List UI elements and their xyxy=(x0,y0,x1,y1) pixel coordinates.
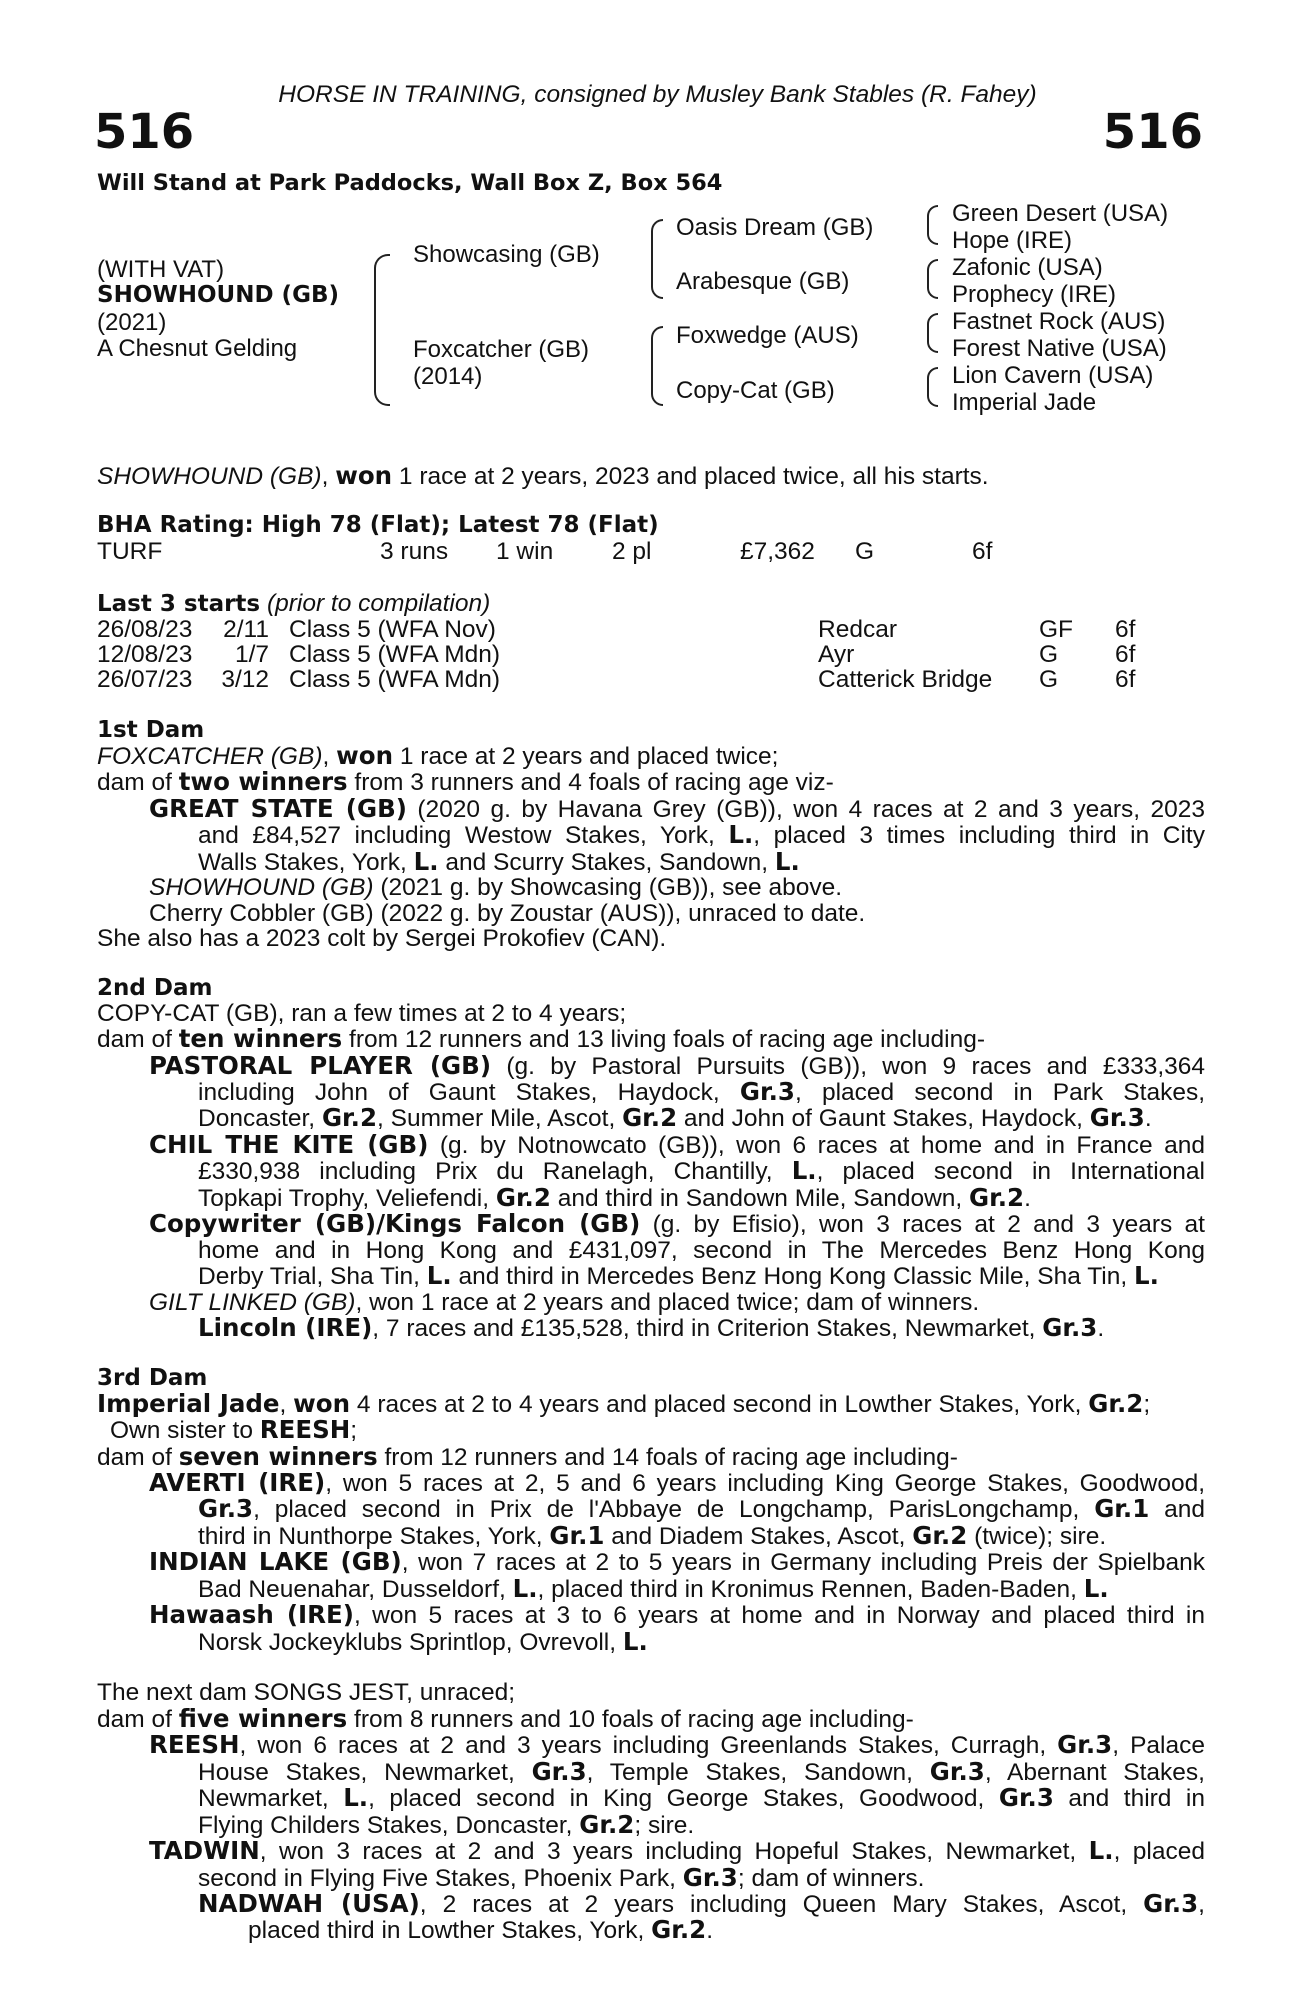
start-distance: 6f xyxy=(1115,641,1136,668)
text: , placed second in Prix de l'Abbaye de Longchamp, ParisLongchamp, xyxy=(253,1496,1095,1524)
progeny-name: REESH xyxy=(149,1730,240,1760)
progeny-name: INDIAN LAKE (GB) xyxy=(149,1547,402,1577)
distance: 6f xyxy=(972,538,993,565)
progeny-line xyxy=(97,1626,1205,1656)
text: , placed 3 times including third in City xyxy=(753,822,1205,850)
text: Walls Stakes, York, xyxy=(198,848,414,876)
text: , Summer Mile, Ascot, xyxy=(377,1105,623,1133)
race-grade: Gr.3 xyxy=(739,1076,795,1106)
race-grade: L. xyxy=(512,1573,538,1603)
progeny-line xyxy=(97,822,1205,848)
text: Derby Trial, Sha Tin, xyxy=(198,1263,427,1291)
pedigree-brace-ds xyxy=(927,313,938,353)
text: , placed second in International xyxy=(816,1158,1205,1186)
surface: TURF xyxy=(97,538,163,565)
text: and third in xyxy=(1053,1785,1205,1813)
last-starts-title: Last 3 starts xyxy=(97,591,261,617)
foaling-year: (2021) xyxy=(97,309,167,336)
text: , won 5 races at 3 to 6 years at home and in Norway and placed third in xyxy=(353,1602,1206,1630)
start-course: Ayr xyxy=(818,641,855,668)
text: ; dam of winners. xyxy=(737,1864,925,1892)
horse-name: SHOWHOUND (GB) xyxy=(97,282,339,308)
race-grade: Gr.3 xyxy=(1089,1103,1145,1133)
text: placed third in Lowther Stakes, York, xyxy=(248,1917,652,1945)
text: Topkapi Trophy, Veliefendi, xyxy=(198,1184,496,1212)
race-grade: Gr.1 xyxy=(549,1520,605,1550)
start-going: G xyxy=(1039,666,1059,693)
race-grade: Gr.2 xyxy=(651,1915,707,1945)
race-summary: SHOWHOUND (GB), won 1 race at 2 years, 2023 and placed twice, all his starts. xyxy=(97,461,989,490)
text: ; xyxy=(1143,1390,1151,1418)
race-grade: Gr.3 xyxy=(1143,1889,1199,1918)
dam-dam: Copy-Cat (GB) xyxy=(676,377,835,404)
text: ; sire. xyxy=(634,1811,695,1839)
text: Doncaster, xyxy=(198,1105,322,1133)
race-grade: L. xyxy=(791,1156,817,1186)
first-dam-section xyxy=(97,719,1205,952)
progeny-line xyxy=(97,1263,1205,1289)
second-dam-section xyxy=(97,974,1206,1343)
summary-won: won xyxy=(335,461,393,490)
start-going: GF xyxy=(1039,616,1074,643)
dam-of-line xyxy=(97,1703,1205,1733)
text: , won 3 races at 2 and 3 years including Hopeful Stakes, Newmarket, xyxy=(259,1838,1089,1866)
text: , Palace xyxy=(1112,1732,1205,1760)
dam-name: FOXCATCHER (GB) xyxy=(97,742,323,770)
race-grade: Gr.2 xyxy=(321,1103,377,1133)
text: (twice); sire. xyxy=(967,1522,1107,1550)
start-date: 26/07/23 xyxy=(97,666,193,693)
text: . xyxy=(1024,1184,1031,1212)
won-label: won xyxy=(293,1388,351,1418)
text: , placed xyxy=(1113,1838,1205,1866)
text: (2020 g. by Havana Grey (GB)), won 4 races at 2 and 3 years, 2023 xyxy=(406,795,1205,823)
progeny-line xyxy=(97,846,1205,876)
text: and £84,527 including Westow Stakes, York, xyxy=(198,822,729,850)
sire-sire-sire: Green Desert (USA) xyxy=(952,200,1169,227)
race-grade: L. xyxy=(426,1261,452,1291)
progeny-line xyxy=(97,1076,1205,1106)
dam-sire: Foxwedge (AUS) xyxy=(676,322,859,349)
text: from 3 runners and 4 foals of racing age viz- xyxy=(347,769,834,797)
text: and Diadem Stakes, Ascot, xyxy=(604,1522,913,1550)
progeny-line xyxy=(97,1467,1205,1497)
progeny-line xyxy=(97,1862,1205,1892)
race-grade: Gr.1 xyxy=(1094,1494,1150,1524)
dam-sire-sire: Fastnet Rock (AUS) xyxy=(952,308,1166,335)
text: Newmarket, xyxy=(198,1785,344,1813)
text: Norsk Jockeyklubs Sprintlop, Ovrevoll, xyxy=(198,1628,623,1656)
produce-record xyxy=(97,719,1205,1944)
start-class: Class 5 (WFA Mdn) xyxy=(289,641,501,668)
text: third in Nunthorpe Stakes, York, xyxy=(198,1522,550,1550)
progeny-line xyxy=(97,1158,1205,1184)
text: , won 6 races at 2 and 3 years including Greenlands Stakes, Curragh, xyxy=(239,1732,1058,1760)
race-grade: Gr.3 xyxy=(998,1783,1054,1813)
text: , 7 races and £135,528, third in Criterion Stakes, Newmarket, xyxy=(372,1315,1043,1343)
winners-count: ten winners xyxy=(178,1024,343,1054)
dam-year: (2014) xyxy=(413,363,483,390)
progeny-line: Cherry Cobbler (GB) (2022 g. by Zoustar (AUS)), unraced to date. xyxy=(149,899,866,927)
race-grade: L. xyxy=(774,846,800,876)
bha-rating: BHA Rating: High 78 (Flat); Latest 78 (Flat) xyxy=(97,512,659,538)
race-grade: L. xyxy=(622,1626,648,1656)
text: (g. by Pastoral Pursuits (GB)), won 9 races and £333,364 xyxy=(491,1052,1206,1080)
dam-dam-dam: Imperial Jade xyxy=(952,389,1097,416)
sire-dam: Arabesque (GB) xyxy=(676,268,850,295)
going: G xyxy=(855,538,875,565)
progeny-line xyxy=(97,1105,1205,1131)
progeny-line xyxy=(97,1602,1205,1628)
text: , won 7 races at 2 to 5 years in Germany including Preis der Spielbank xyxy=(401,1549,1205,1577)
text: , won 1 race at 2 years and placed twice; dam of winners. xyxy=(355,1288,980,1316)
race-grade: Gr.2 xyxy=(912,1520,968,1550)
dam-line xyxy=(97,1388,1205,1418)
text: . xyxy=(1144,1105,1152,1133)
text: second in Flying Five Stakes, Phoenix Park, xyxy=(198,1864,683,1892)
text: dam of xyxy=(97,769,179,797)
sire-sire: Oasis Dream (GB) xyxy=(676,214,874,241)
last-starts-note: (prior to compilation) xyxy=(266,590,491,617)
race-grade: Gr.3 xyxy=(929,1756,985,1786)
catalogue-subtitle: HORSE IN TRAINING, consigned by Musley Bank Stables (R. Fahey) xyxy=(278,81,1037,108)
progeny-line xyxy=(97,1050,1206,1080)
dam-line: The next dam SONGS JEST, unraced; xyxy=(97,1679,516,1707)
text: . xyxy=(706,1917,714,1945)
pedigree-brace-main xyxy=(374,254,390,406)
race-grade: Gr.2 xyxy=(1088,1388,1144,1418)
progeny-name: SHOWHOUND (GB) xyxy=(149,874,374,902)
grand-progeny-line xyxy=(97,1315,1205,1341)
text: (g. by Notnowcato (GB)), won 6 races at home and in France and xyxy=(428,1131,1205,1159)
summary-text: 1 race at 2 years, 2023 and placed twice, all his starts. xyxy=(392,463,989,490)
text: , 2 races at 2 years including Queen Mary Stakes, Ascot, xyxy=(419,1891,1144,1918)
text: , xyxy=(279,1390,294,1418)
stand-location: Will Stand at Park Paddocks, Wall Box Z, Box 564 xyxy=(97,170,723,196)
dam: Foxcatcher (GB) xyxy=(413,336,590,363)
progeny-line xyxy=(97,875,1205,900)
section-heading: 2nd Dam xyxy=(97,974,213,1001)
text: , won 5 races at 2, 5 and 6 years including King George Stakes, Goodwood, xyxy=(325,1469,1205,1497)
text: dam of xyxy=(97,1443,179,1471)
progeny-line xyxy=(97,1182,1205,1212)
progeny-line xyxy=(97,1756,1205,1786)
progeny-line xyxy=(97,1129,1205,1159)
text: from 8 runners and 10 foals of racing age including- xyxy=(347,1705,914,1733)
progeny-name: GREAT STATE (GB) xyxy=(149,793,407,823)
third-dam-section xyxy=(97,1364,1206,1656)
progeny-line xyxy=(97,793,1205,823)
text: and Scurry Stakes, Sandown, xyxy=(438,848,775,876)
pedigree-brace-sd xyxy=(927,259,938,299)
dam-of-line xyxy=(97,769,1205,795)
progeny-line xyxy=(97,1549,1205,1575)
dam-of-line xyxy=(97,1026,1205,1052)
grand-progeny-line xyxy=(97,1917,1205,1943)
lot-number-right: 516 xyxy=(1102,104,1203,160)
progeny-line xyxy=(97,1785,1205,1811)
progeny-line xyxy=(97,1809,1205,1839)
text: , Temple Stakes, Sandown, xyxy=(586,1758,930,1786)
start-course: Catterick Bridge xyxy=(818,666,993,693)
winners-count: seven winners xyxy=(178,1441,378,1471)
pedigree-brace-ss xyxy=(927,205,938,245)
text: and third in Sandown Mile, Sandown, xyxy=(550,1184,970,1212)
sire: Showcasing (GB) xyxy=(413,241,600,268)
start-going: G xyxy=(1039,641,1059,668)
progeny-name: AVERTI (IRE) xyxy=(149,1467,326,1497)
start-date: 12/08/23 xyxy=(97,641,193,668)
race-grade: L. xyxy=(1133,1261,1159,1291)
progeny-name: Copywriter (GB)/Kings Falcon (GB) xyxy=(149,1209,641,1239)
race-grade: Gr.3 xyxy=(1042,1313,1098,1343)
grand-progeny-line xyxy=(97,1891,1205,1917)
horse-description: A Chesnut Gelding xyxy=(97,335,298,362)
dam-line: FOXCATCHER (GB), won 1 race at 2 years and placed twice; xyxy=(97,740,779,770)
race-grade: Gr.3 xyxy=(682,1862,738,1892)
start-position: 1/7 xyxy=(234,641,269,668)
dam-record: 1 race at 2 years and placed twice; xyxy=(393,742,779,770)
winners-count: two winners xyxy=(178,767,348,797)
start-distance: 6f xyxy=(1115,666,1136,693)
progeny-name: CHIL THE KITE (GB) xyxy=(149,1129,429,1159)
prize-money: £7,362 xyxy=(740,538,815,565)
last-starts-heading xyxy=(97,591,490,617)
placings: 2 pl xyxy=(612,538,652,565)
won-label: won xyxy=(336,740,394,770)
text: including John of Gaunt Stakes, Haydock, xyxy=(198,1078,740,1106)
text: (g. by Efisio), won 3 races at 2 and 3 years at xyxy=(640,1211,1205,1239)
summary-horse-name: SHOWHOUND (GB) xyxy=(97,463,322,490)
text: (2021 g. by Showcasing (GB)), see above. xyxy=(373,874,843,902)
fourth-dam-section xyxy=(97,1680,1205,1944)
text: House Stakes, Newmarket, xyxy=(198,1758,532,1786)
race-grade: Gr.2 xyxy=(579,1809,635,1839)
sire-dam-dam: Prophecy (IRE) xyxy=(952,281,1117,308)
text: dam of xyxy=(97,1026,179,1054)
start-date: 26/08/23 xyxy=(97,616,193,643)
text: Bad Neuenahar, Dusseldorf, xyxy=(198,1575,513,1603)
pedigree-brace-dd xyxy=(927,367,938,407)
progeny-name: Lincoln (IRE) xyxy=(198,1313,373,1343)
text: , placed third in Kronimus Rennen, Baden-Baden, xyxy=(537,1575,1084,1603)
text: , placed second in King George Stakes, Goodwood, xyxy=(368,1785,999,1813)
pedigree-brace-dam xyxy=(651,326,663,406)
text: and John of Gaunt Stakes, Haydock, xyxy=(677,1105,1090,1133)
text: 4 races at 2 to 4 years and placed second in Lowther Stakes, York, xyxy=(350,1390,1089,1418)
race-grade: L. xyxy=(1083,1573,1109,1603)
text: Own sister to xyxy=(110,1417,260,1445)
wins: 1 win xyxy=(496,538,554,565)
progeny-name: TADWIN xyxy=(149,1836,260,1866)
text: and xyxy=(1149,1496,1205,1524)
progeny-line xyxy=(97,1211,1205,1237)
race-grade: Gr.2 xyxy=(622,1103,678,1133)
race-grade: L. xyxy=(1088,1836,1114,1866)
race-grade: Gr.3 xyxy=(1057,1730,1113,1760)
progeny-line xyxy=(97,1732,1205,1758)
progeny-line xyxy=(97,1838,1205,1864)
sister-line xyxy=(97,1417,1205,1443)
progeny-line xyxy=(97,1520,1205,1550)
text: and third in Mercedes Benz Hong Kong Classic Mile, Sha Tin, xyxy=(451,1263,1134,1291)
text: Flying Childers Stakes, Doncaster, xyxy=(198,1811,580,1839)
start-course: Redcar xyxy=(818,616,897,643)
section-heading: 1st Dam xyxy=(97,717,205,743)
lot-number-left: 516 xyxy=(94,104,195,160)
race-grade: Gr.2 xyxy=(495,1182,551,1212)
dam-line: COPY-CAT (GB), ran a few times at 2 to 4 years; xyxy=(97,999,627,1027)
text: dam of xyxy=(97,1705,179,1733)
race-grade: L. xyxy=(343,1783,369,1813)
text: , Abernant Stakes, xyxy=(984,1758,1205,1786)
race-grade: Gr.2 xyxy=(969,1182,1025,1212)
sire-dam-sire: Zafonic (USA) xyxy=(952,254,1103,281)
text: ; xyxy=(350,1417,358,1445)
race-grade: L. xyxy=(728,820,754,850)
progeny-name: Hawaash (IRE) xyxy=(149,1600,354,1630)
progeny-name: GILT LINKED (GB) xyxy=(149,1288,356,1316)
start-position: 3/12 xyxy=(221,666,269,693)
text: , xyxy=(1198,1891,1205,1918)
progeny-line xyxy=(97,1290,1205,1315)
dam-dam-sire: Lion Cavern (USA) xyxy=(952,362,1154,389)
text: £330,938 including Prix du Ranelagh, Chantilly, xyxy=(198,1158,792,1186)
race-grade: Gr.3 xyxy=(531,1756,587,1786)
text: from 12 runners and 14 foals of racing age including- xyxy=(377,1443,958,1471)
progeny-name: PASTORAL PLAYER (GB) xyxy=(149,1050,492,1080)
sire-sire-dam: Hope (IRE) xyxy=(952,227,1073,254)
vat-note: (WITH VAT) xyxy=(97,256,225,283)
start-position: 2/11 xyxy=(223,616,269,643)
additional-foal: She also has a 2023 colt by Sergei Prokofiev (CAN). xyxy=(97,925,667,953)
start-distance: 6f xyxy=(1115,616,1136,643)
progeny-line xyxy=(97,1573,1205,1603)
start-class: Class 5 (WFA Mdn) xyxy=(289,666,501,693)
race-grade: L. xyxy=(413,846,439,876)
dam-of-line xyxy=(97,1441,1205,1471)
race-grade: Gr.3 xyxy=(198,1494,254,1524)
progeny-name: NADWAH (USA) xyxy=(198,1889,420,1918)
section-heading: 3rd Dam xyxy=(97,1364,208,1391)
winners-count: five winners xyxy=(178,1703,348,1733)
runs: 3 runs xyxy=(380,538,449,565)
text: from 12 runners and 13 living foals of racing age including- xyxy=(342,1026,986,1054)
start-class: Class 5 (WFA Nov) xyxy=(289,616,496,643)
sibling-name: REESH xyxy=(259,1415,351,1445)
text: , placed second in Park Stakes, xyxy=(794,1078,1205,1106)
pedigree-brace-sire xyxy=(651,219,663,299)
dam-sire-dam: Forest Native (USA) xyxy=(952,335,1167,362)
progeny-line xyxy=(97,1496,1205,1522)
progeny-line: home and in Hong Kong and £431,097, second in The Mercedes Benz Hong Kong xyxy=(198,1236,1205,1264)
text: . xyxy=(1097,1315,1105,1343)
dam-name: Imperial Jade xyxy=(97,1388,280,1418)
